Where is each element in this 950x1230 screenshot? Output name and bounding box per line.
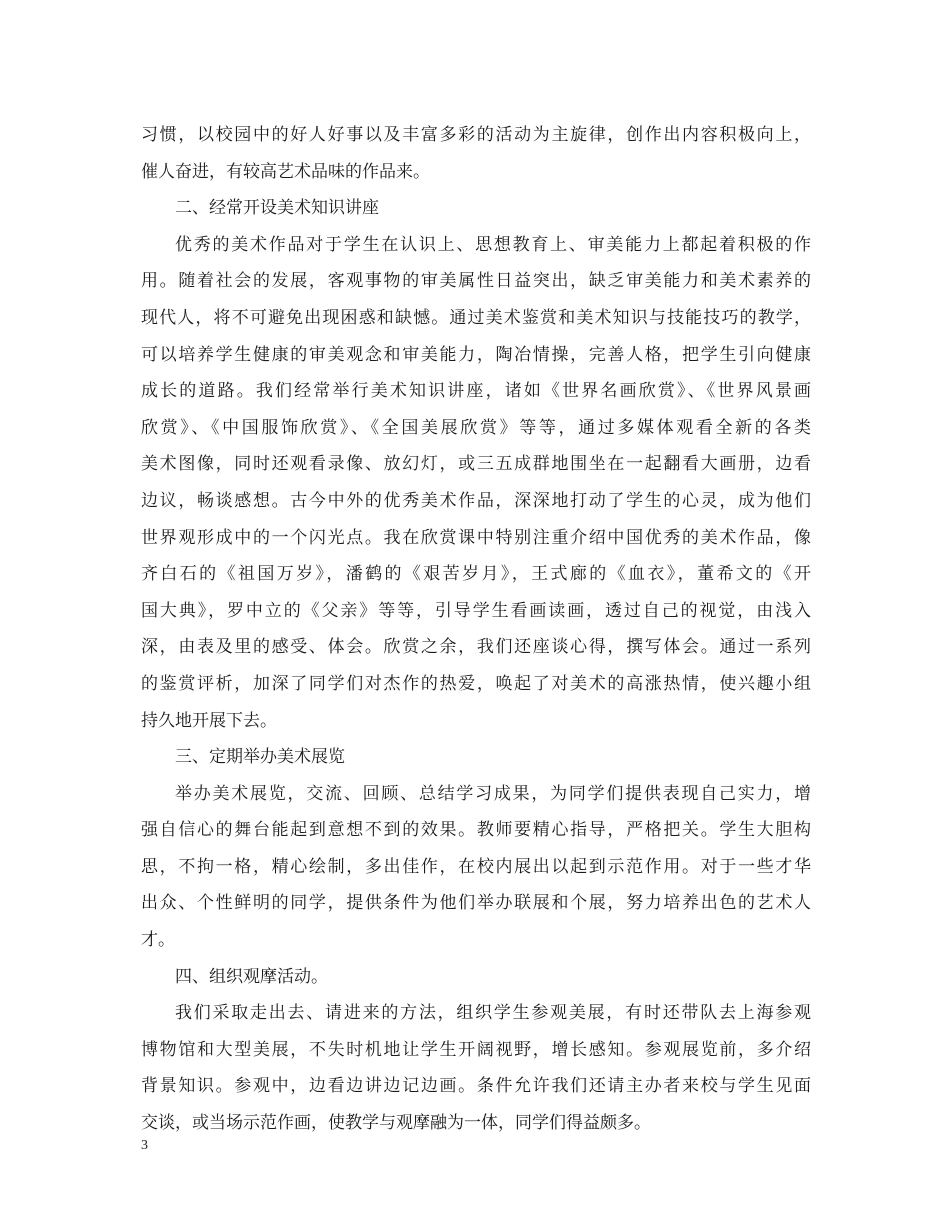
text-line: 背景知识。参观中，边看边讲边记边画。条件允许我们还请主办者来校与学生见面 xyxy=(141,1076,811,1097)
text-line: 催人奋进，有较高艺术品味的作品来。 xyxy=(141,161,430,182)
text-line: 用。随着社会的发展，客观事物的审美属性日益突出，缺乏审美能力和美术素养的 xyxy=(141,271,811,292)
paragraph-first-line: 四、组织观摩活动。 xyxy=(175,966,328,987)
text-line: 才。 xyxy=(141,930,175,951)
paragraph-first-line: 我们采取走出去、请进来的方法，组织学生参观美展，有时还带队去上海参观 xyxy=(175,1003,811,1024)
text-line: 成长的道路。我们经常举行美术知识讲座，诸如《世界名画欣赏》、《世界风景画 xyxy=(141,381,811,402)
text-line: 博物馆和大型美展，不失时机地让学生开阔视野，增长感知。参观展览前，多介绍 xyxy=(141,1039,811,1060)
text-line: 强自信心的舞台能起到意想不到的效果。教师要精心指导，严格把关。学生大胆构 xyxy=(141,820,811,841)
paragraph-first-line: 三、定期举办美术展览 xyxy=(175,747,345,768)
text-line: 齐白石的《祖国万岁》，潘鹤的《艰苦岁月》，王式廊的《血衣》，董希文的《开 xyxy=(141,564,811,585)
paragraph-first-line: 二、经常开设美术知识讲座 xyxy=(175,198,379,219)
text-line: 欣赏》、《中国服饰欣赏》、《全国美展欣赏》等等，通过多媒体观看全新的各类 xyxy=(141,417,811,438)
text-line: 习惯，以校园中的好人好事以及丰富多彩的活动为主旋律，创作出内容积极向上， xyxy=(141,125,811,145)
text-line: 思，不拘一格，精心绘制，多出佳作，在校内展出以起到示范作用。对于一些才华 xyxy=(141,856,811,877)
paragraph-first-line: 优秀的美术作品对于学生在认识上、思想教育上、审美能力上都起着积极的作 xyxy=(175,234,811,255)
text-line: 的鉴赏评析，加深了同学们对杰作的热爱，唤起了对美术的高涨热情，使兴趣小组 xyxy=(141,673,811,694)
text-line: 世界观形成中的一个闪光点。我在欣赏课中特别注重介绍中国优秀的美术作品，像 xyxy=(141,527,811,548)
text-line: 可以培养学生健康的审美观念和审美能力，陶冶情操，完善人格，把学生引向健康 xyxy=(141,344,811,365)
text-line: 交谈，或当场示范作画，使教学与观摩融为一体，同学们得益颇多。 xyxy=(141,1113,651,1134)
text-line: 现代人，将不可避免出现困惑和缺憾。通过美术鉴赏和美术知识与技能技巧的教学， xyxy=(141,307,811,328)
text-line: 深，由表及里的感受、体会。欣赏之余，我们还座谈心得，撰写体会。通过一系列 xyxy=(141,637,811,658)
text-line: 美术图像，同时还观看录像、放幻灯，或三五成群地围坐在一起翻看大画册，边看 xyxy=(141,454,811,475)
text-line: 出众、个性鲜明的同学，提供条件为他们举办联展和个展，努力培养出色的艺术人 xyxy=(141,893,811,914)
text-line: 边议，畅谈感想。古今中外的优秀美术作品，深深地打动了学生的心灵，成为他们 xyxy=(141,490,811,511)
paragraph-first-line: 举办美术展览，交流、回顾、总结学习成果，为同学们提供表现自己实力，增 xyxy=(175,783,811,804)
page-number: 3 xyxy=(141,1138,148,1153)
document-body xyxy=(141,117,811,1142)
text-line: 国大典》，罗中立的《父亲》等等，引导学生看画读画，透过自己的视觉，由浅入 xyxy=(141,600,811,621)
text-line: 持久地开展下去。 xyxy=(141,710,277,731)
